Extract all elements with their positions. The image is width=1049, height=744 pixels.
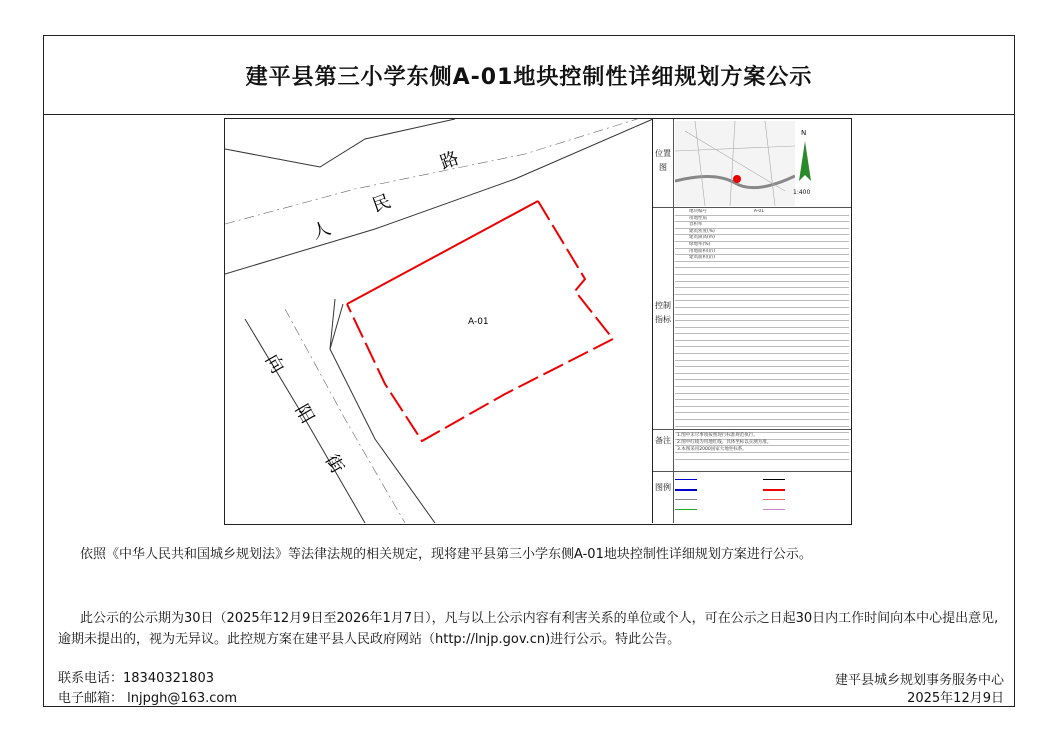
plan-drawing xyxy=(224,118,852,525)
page-title: 建平县第三小学东侧A-01地块控制性详细规划方案公示 xyxy=(245,64,813,90)
north-label: N xyxy=(801,129,807,137)
legend-label: 图例 xyxy=(655,483,671,492)
road-name-char: 人 xyxy=(309,217,334,244)
notes-label: 备注 xyxy=(655,436,671,445)
contact-email: 电子邮箱： lnjpgh@163.com xyxy=(58,691,238,706)
announcement-paragraph-1: 依照《中华人民共和国城乡规划法》等法律法规的相关规定，现将建平县第三小学东侧A-01地块控制性详细规划方案进行公示。 xyxy=(80,547,812,562)
issue-date: 2025年12月9日 xyxy=(907,691,1004,706)
issuing-organization: 建平县城乡规划事务服务中心 xyxy=(834,673,1004,688)
parcel-label: A-01 xyxy=(468,317,489,327)
road-name-char: 向 xyxy=(260,351,288,378)
site-map xyxy=(225,119,653,523)
side-panel xyxy=(653,119,851,523)
road-name-char: 阳 xyxy=(290,401,318,428)
location-label: 位置图 xyxy=(655,149,671,172)
contact-phone: 联系电话：18340321803 xyxy=(58,671,214,686)
note-line: 2.图中红线为用地红线，具体坐标以实测为准。 xyxy=(677,440,772,445)
notes-block xyxy=(677,432,847,453)
note-line: 3.本图采用2000国家大地坐标系。 xyxy=(677,447,747,452)
road-name-char: 路 xyxy=(437,147,462,174)
title-row xyxy=(44,36,1014,115)
north-arrow-icon xyxy=(795,141,815,185)
road-centerline xyxy=(225,119,653,224)
control-label: 控制指标 xyxy=(655,301,671,324)
note-line: 1.图中未尽事项按照现行标准规范执行。 xyxy=(677,433,758,438)
page-frame xyxy=(43,35,1015,707)
road-name-char: 街 xyxy=(320,451,348,478)
control-table: 地块编号 A-01 用地性质 容积率 建筑密度(%) 建筑限高(m) 绿地率(%) 用地面积(㎡) 建筑面积(㎡) xyxy=(675,209,849,460)
road-edge xyxy=(225,119,653,274)
scale-label: 1:400 xyxy=(793,189,811,196)
announcement-paragraph-2: 此公示的公示期为30日（2025年12月9日至2026年1月7日），凡与以上公示内容有利害关系的单位或个人，可在公示之日起30日内工作时间向本中心提出意见,逾期未提出的，视为无异议。此控规方案在建平县人民政府网站（http://lnjp.gov.cn)进行公示。特此公告。 xyxy=(58,611,999,647)
road-edge xyxy=(225,119,455,167)
site-map-svg xyxy=(225,119,653,523)
road-name-char: 民 xyxy=(369,190,394,217)
location-map xyxy=(675,121,795,206)
